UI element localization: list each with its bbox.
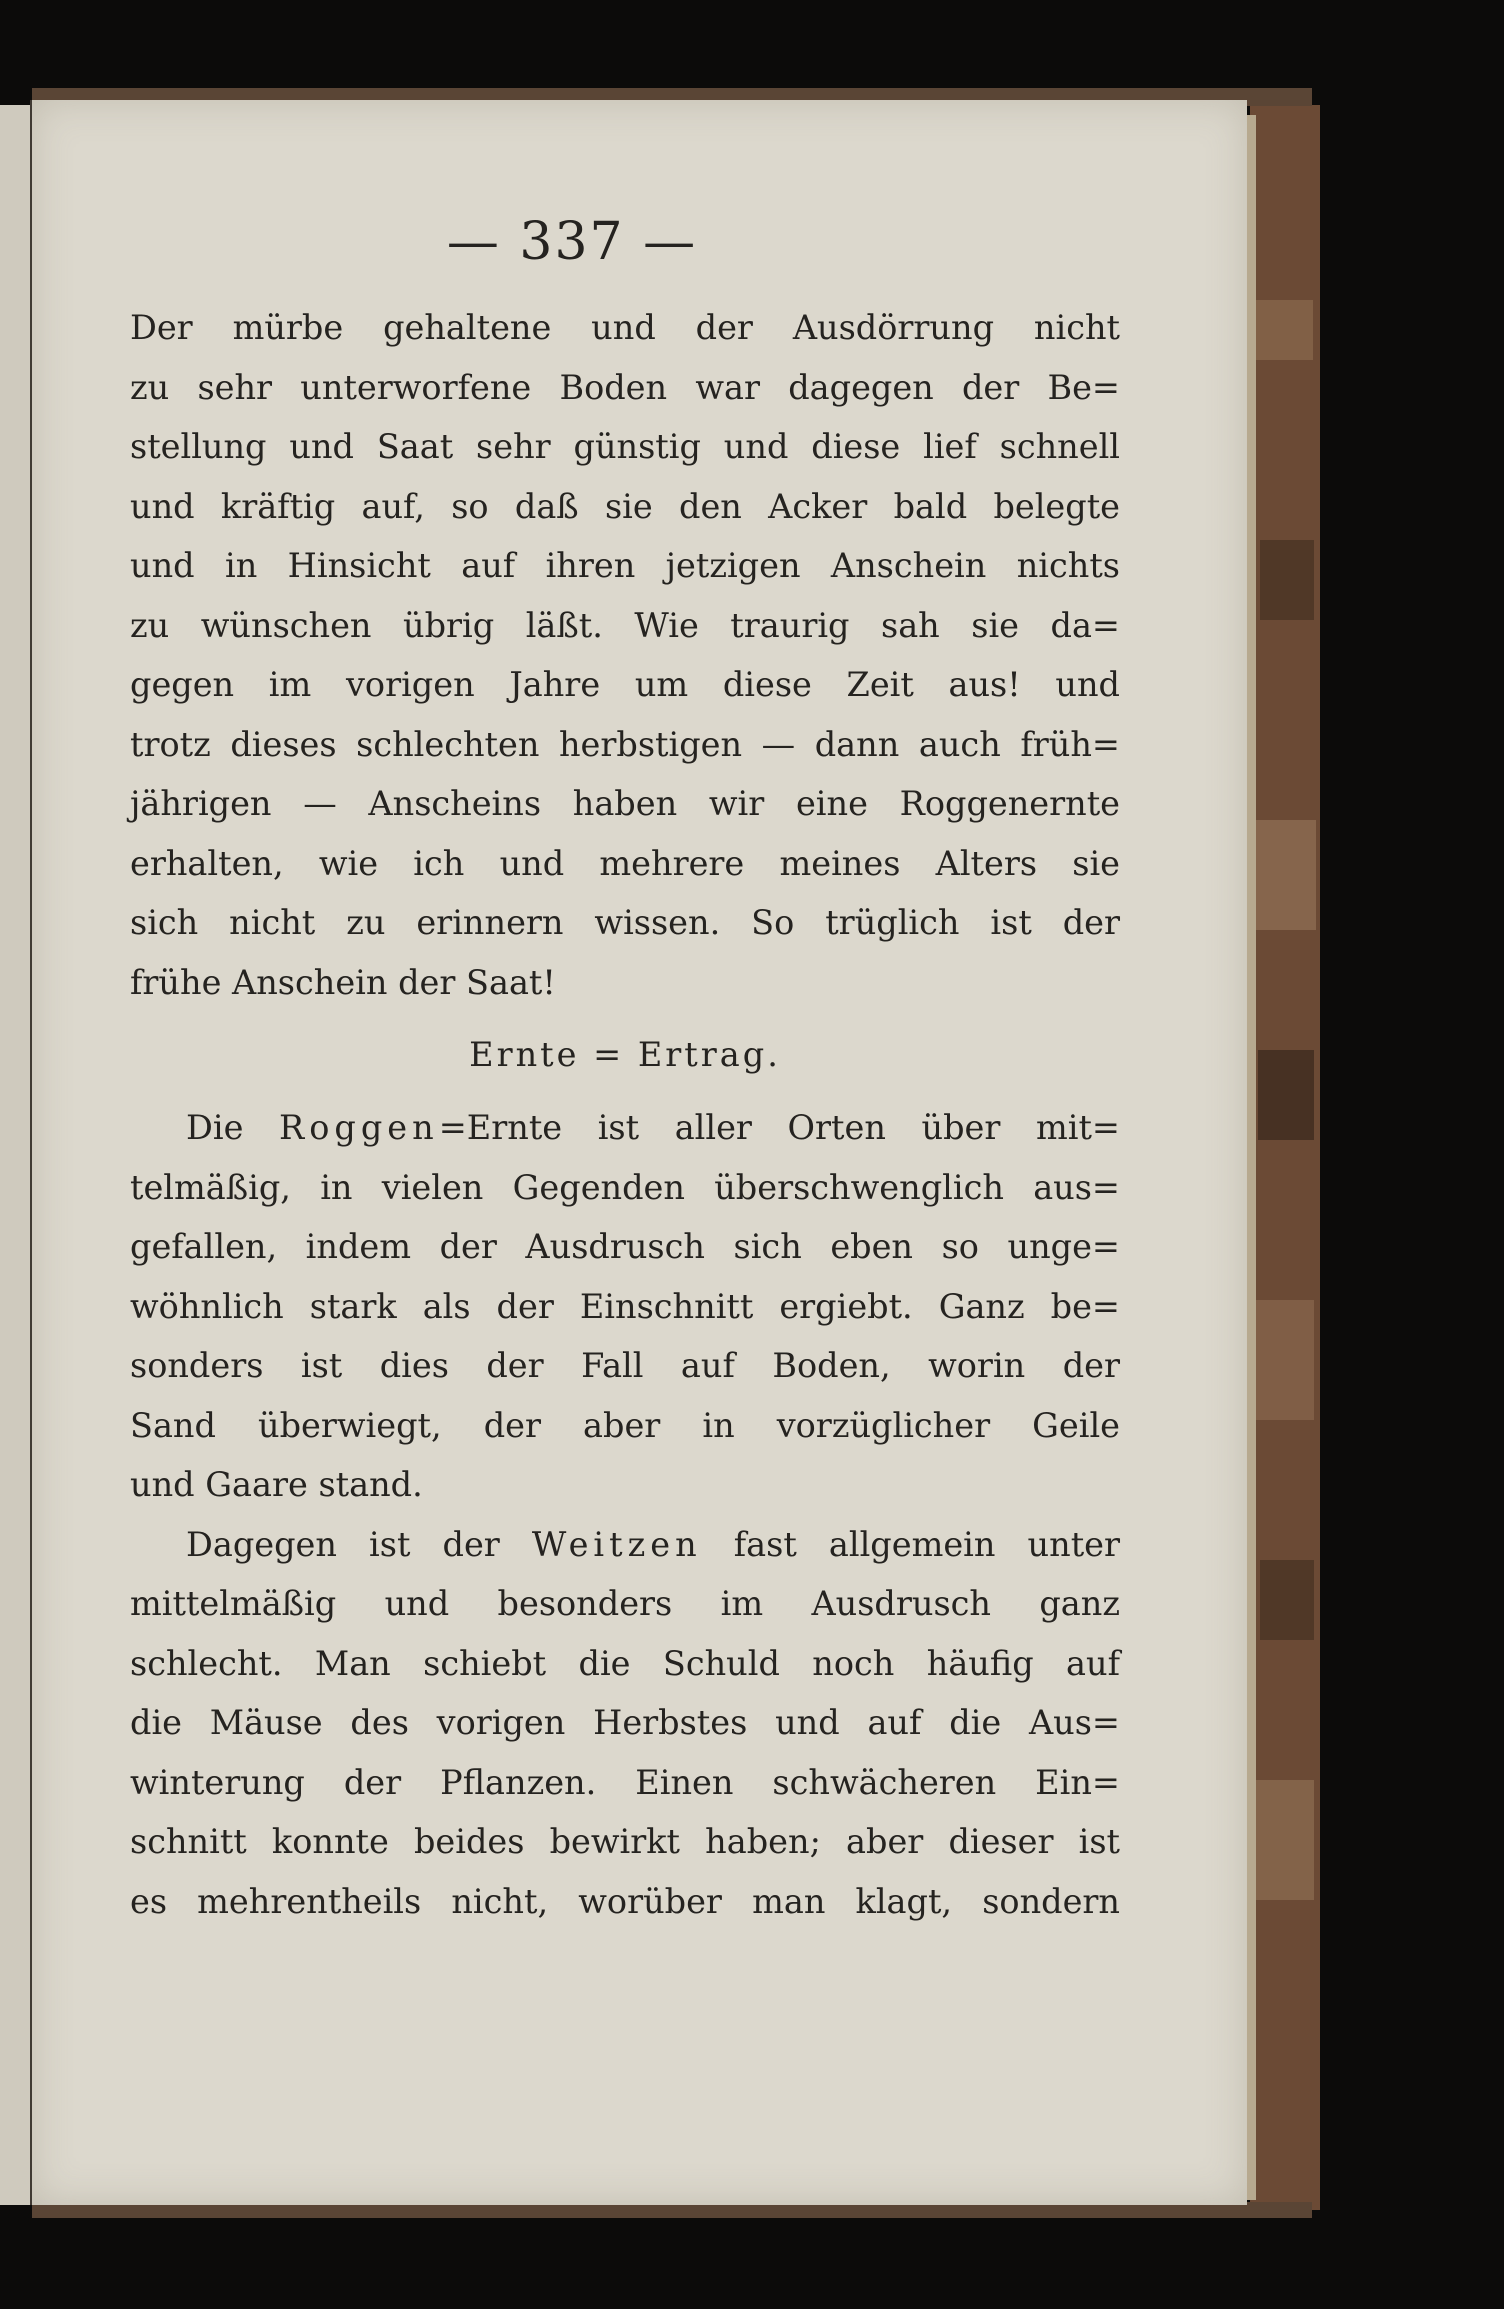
- text-line: winterung der Pflanzen. Einen schwächeren Ein=: [130, 1762, 1120, 1802]
- text-line: [130, 1098, 1120, 1158]
- text-line: gefallen, indem der Ausdrusch sich eben so unge=: [130, 1227, 1120, 1266]
- section-heading: Ernte = Ertrag.: [469, 1035, 781, 1074]
- book-page: [32, 100, 1247, 2205]
- text-line: sonders ist dies der Fall auf Boden, worin der: [130, 1346, 1120, 1385]
- text-line: und in Hinsicht auf ihren jetzigen Anschein nichts: [130, 546, 1120, 585]
- spaced-word: Weitzen: [531, 1524, 702, 1564]
- text-line: es mehrentheils nicht, worüber man klagt, sondern: [130, 1881, 1120, 1921]
- left-page-edge: [0, 105, 30, 2205]
- page-number: — 337 —: [446, 212, 698, 272]
- paragraph-3: [130, 1515, 1120, 1932]
- text-line: wöhnlich stark als der Einschnitt ergiebt. Ganz be=: [130, 1286, 1120, 1326]
- text-line: Sand überwiegt, der aber in vorzüglicher Geile: [130, 1405, 1120, 1445]
- paragraph-1: [130, 298, 1120, 1012]
- text-line: jährigen — Anscheins haben wir eine Roggenernte: [130, 784, 1120, 823]
- text-run: =Ernte ist aller Orten über mit=: [438, 1108, 1120, 1147]
- spaced-word: Roggen: [279, 1108, 439, 1147]
- text-line: frühe Anschein der Saat!: [130, 962, 556, 1002]
- text-line: und kräftig auf, so daß sie den Acker bald belegte: [130, 486, 1120, 526]
- text-line: mittelmäßig und besonders im Ausdrusch ganz: [130, 1584, 1120, 1623]
- text-line: telmäßig, in vielen Gegenden überschwenglich aus=: [130, 1167, 1120, 1207]
- text-line: stellung und Saat sehr günstig und diese lief schnell: [130, 427, 1120, 466]
- text-line: zu wünschen übrig läßt. Wie traurig sah sie da=: [130, 605, 1120, 645]
- paragraph-2: [130, 1098, 1120, 1515]
- text-run: Dagegen ist der: [186, 1524, 532, 1564]
- page-text: [130, 298, 1120, 1931]
- text-line: die Mäuse des vorigen Herbstes und auf die Aus=: [130, 1703, 1120, 1742]
- text-line: zu sehr unterworfene Boden war dagegen der Be=: [130, 367, 1120, 407]
- text-line: schnitt konnte beides bewirkt haben; aber dieser ist: [130, 1822, 1120, 1861]
- text-line: gegen im vorigen Jahre um diese Zeit aus! und: [130, 665, 1120, 704]
- text-line: Der mürbe gehaltene und der Ausdörrung nicht: [130, 308, 1120, 347]
- text-line: und Gaare stand.: [130, 1465, 423, 1504]
- text-run: fast allgemein unter: [701, 1524, 1120, 1564]
- text-line: schlecht. Man schiebt die Schuld noch häufig auf: [130, 1643, 1120, 1683]
- text-line: [130, 1515, 1120, 1575]
- text-run: Die: [186, 1108, 280, 1147]
- text-line: sich nicht zu erinnern wissen. So trüglich ist der: [130, 903, 1120, 942]
- text-line: trotz dieses schlechten herbstigen — dann auch früh=: [130, 724, 1120, 764]
- text-line: erhalten, wie ich und mehrere meines Alters sie: [130, 843, 1120, 883]
